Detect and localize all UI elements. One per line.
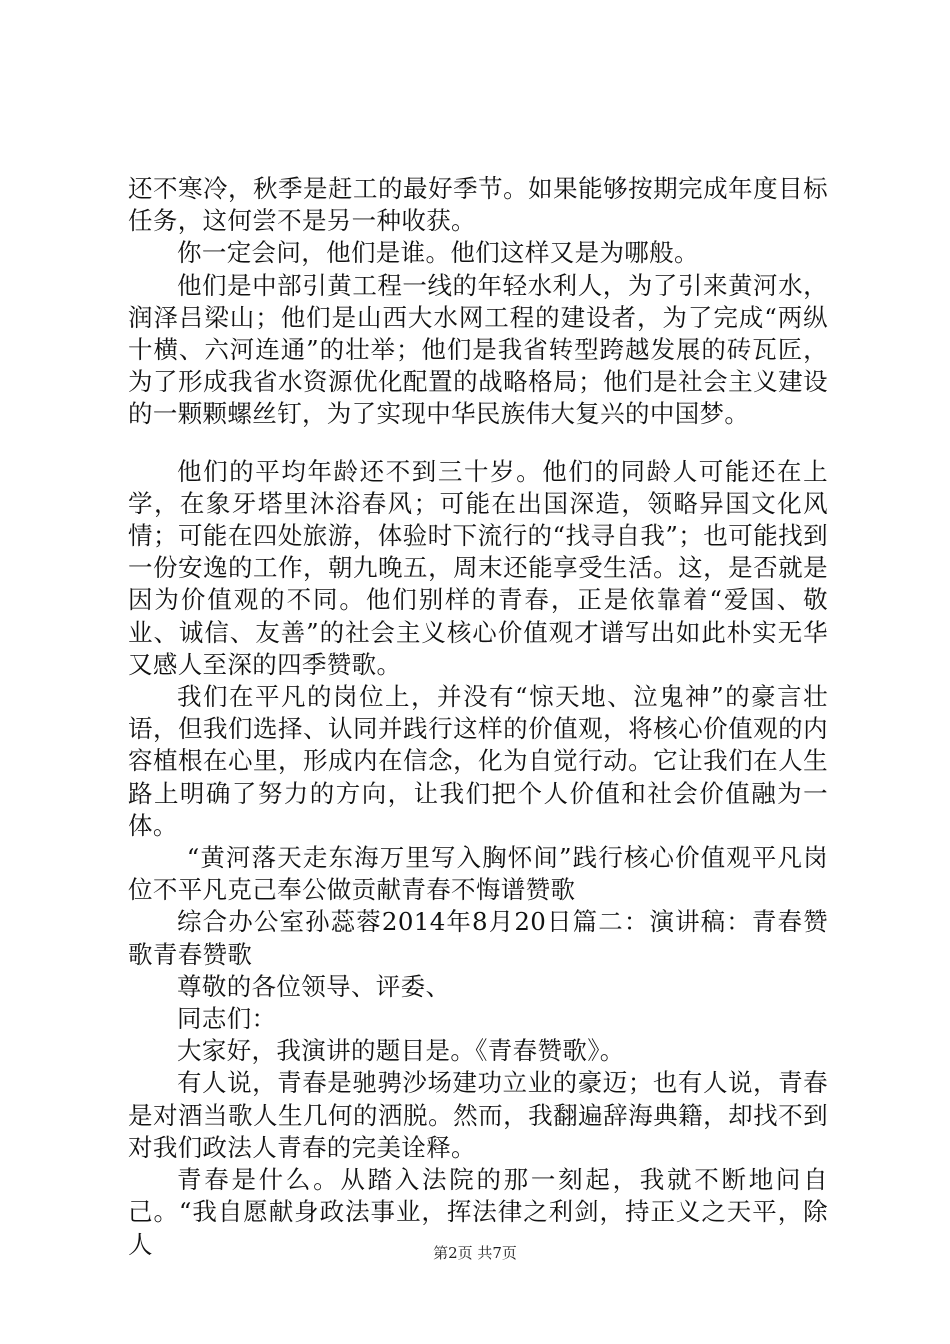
paragraph-who-they-are: 他们是中部引黄工程一线的年轻水利人，为了引来黄河水，润泽吕梁山；他们是山西大水网工程的建设者，为了完成“两纵十横、六河连通”的壮举；他们是我省转型跨越发展的砖瓦匠，为了形成我省水资源优化配置的战略格局；他们是社会主义建设的一颗颗螺丝钉，为了实现中华民族伟大复兴的中国梦。 [128,270,828,429]
paragraph-average-age: 他们的平均年龄还不到三十岁。他们的同龄人可能还在上学，在象牙塔里沐浴春风；可能在出国深造，领略异国文化风情；可能在四处旅游，体验时下流行的“找寻自我”；也可能找到一份安逸的工作，朝九晚五，周末还能享受生活。这，是否就是因为价值观的不同。他们别样的青春，正是依靠着“爱国、敬业、诚信、友善”的社会主义核心价值观才谱写出如此朴实无华又感人至深的四季赞歌。 [128,456,828,679]
paragraph-continuation: 还不寒冷，秋季是赶工的最好季节。如果能够按期完成年度目标任务，这何尝不是另一种收获。 [128,174,828,236]
paragraph-speech-topic: 大家好，我演讲的题目是。《青春赞歌》。 [177,1036,625,1066]
paragraph-author-line: 综合办公室孙蕊蓉2014年8月20日篇二：演讲稿：青春赞歌青春赞歌 [128,907,828,969]
paragraph-youth-definitions: 有人说，青春是驰骋沙场建功立业的豪迈；也有人说，青春是对酒当歌人生几何的洒脱。然而，我翻遍辞海典籍，却找不到对我们政法人青春的完美诠释。 [128,1068,828,1162]
paragraph-ordinary-posts: 我们在平凡的岗位上，并没有“惊天地、泣鬼神”的豪言壮语，但我们选择、认同并践行这样的价值观，将核心价值观的内容植根在心里，形成内在信念，化为自觉行动。它让我们在人生路上明确了努力的方向，让我们把个人价值和社会价值融为一体。 [128,682,828,840]
paragraph-comrades: 同志们： [177,1004,277,1034]
paragraph-salutation: 尊敬的各位领导、评委、 [177,971,451,1001]
paragraph-what-is-youth: 青春是什么。从踏入法院的那一刻起，我就不断地问自己。“我自愿献身政法事业，挥法律之利剑，持正义之天平，除人 [128,1165,828,1259]
paragraph-question: 你一定会问，他们是谁。他们这样又是为哪般。 [177,238,699,268]
document-body [128,173,828,1261]
page-footer: 第2页 共7页 [433,1244,517,1262]
paragraph-article-title: “黄河落天走东海万里写入胸怀间”践行核心价值观平凡岗位不平凡克己奉公做贡献青春不悔谱赞歌 [128,843,828,905]
